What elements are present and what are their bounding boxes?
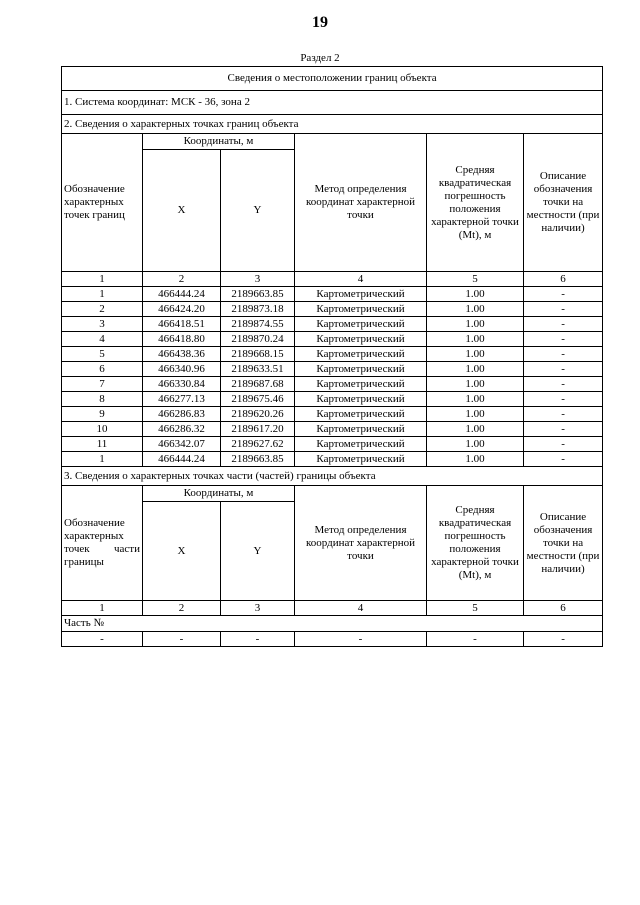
cell-point: 2 <box>62 302 143 317</box>
cell-point: 6 <box>62 362 143 377</box>
table-row <box>62 287 603 302</box>
table-row <box>62 317 603 332</box>
cell-error: 1.00 <box>427 317 524 332</box>
table-row <box>62 362 603 377</box>
cell-desc: - <box>524 287 603 302</box>
cell-desc: - <box>524 437 603 452</box>
cell-method: Картометрический <box>295 317 427 332</box>
col-number: 5 <box>427 272 524 287</box>
header-description: Описание обозначения точки на местности (при наличии) <box>524 134 603 272</box>
coordinate-system: 1. Система координат: МСК - 36, зона 2 <box>62 91 603 115</box>
cell-method: Картометрический <box>295 452 427 467</box>
table-row <box>62 452 603 467</box>
cell-desc: - <box>524 332 603 347</box>
cell-empty: - <box>143 632 221 647</box>
cell-desc: - <box>524 377 603 392</box>
cell-desc: - <box>524 392 603 407</box>
header-coords: Координаты, м <box>143 134 295 150</box>
cell-x: 466438.36 <box>143 347 221 362</box>
table-row <box>62 437 603 452</box>
cell-desc: - <box>524 302 603 317</box>
header-method: Метод определения координат характерной точки <box>295 134 427 272</box>
table-row <box>62 632 603 647</box>
cell-method: Картометрический <box>295 332 427 347</box>
cell-desc: - <box>524 347 603 362</box>
table-row <box>62 347 603 362</box>
cell-error: 1.00 <box>427 332 524 347</box>
cell-desc: - <box>524 362 603 377</box>
cell-error: 1.00 <box>427 377 524 392</box>
header3-method: Метод определения координат характерной точки <box>295 486 427 601</box>
cell-x: 466424.20 <box>143 302 221 317</box>
cell-error: 1.00 <box>427 422 524 437</box>
cell-point: 1 <box>62 452 143 467</box>
header-error: Средняя квадратическая погрешность положения характерной точки (Mt), м <box>427 134 524 272</box>
header-y: Y <box>221 150 295 272</box>
header3-point-label: Обозначение характерных точек части границы <box>62 486 143 601</box>
cell-method: Картометрический <box>295 347 427 362</box>
cell-x: 466444.24 <box>143 452 221 467</box>
cell-error: 1.00 <box>427 407 524 422</box>
col3-number: 2 <box>143 601 221 616</box>
part-label: Часть № <box>62 616 603 632</box>
cell-y: 2189873.18 <box>221 302 295 317</box>
cell-error: 1.00 <box>427 452 524 467</box>
cell-error: 1.00 <box>427 302 524 317</box>
col3-number: 5 <box>427 601 524 616</box>
cell-x: 466342.07 <box>143 437 221 452</box>
section-label: Раздел 2 <box>300 52 340 64</box>
cell-y: 2189874.55 <box>221 317 295 332</box>
col-number: 6 <box>524 272 603 287</box>
cell-point: 9 <box>62 407 143 422</box>
cell-desc: - <box>524 407 603 422</box>
section2-title: 2. Сведения о характерных точках границ объекта <box>62 115 603 134</box>
cell-empty: - <box>62 632 143 647</box>
cell-y: 2189687.68 <box>221 377 295 392</box>
cell-desc: - <box>524 422 603 437</box>
cell-point: 3 <box>62 317 143 332</box>
cell-y: 2189870.24 <box>221 332 295 347</box>
cell-empty: - <box>221 632 295 647</box>
header3-coords: Координаты, м <box>143 486 295 502</box>
cell-x: 466340.96 <box>143 362 221 377</box>
cell-method: Картометрический <box>295 407 427 422</box>
cell-method: Картометрический <box>295 422 427 437</box>
cell-method: Картометрический <box>295 302 427 317</box>
table-title: Сведения о местоположении границ объекта <box>62 67 603 91</box>
cell-y: 2189617.20 <box>221 422 295 437</box>
cell-empty: - <box>524 632 603 647</box>
col-number: 3 <box>221 272 295 287</box>
page-number: 19 <box>312 14 328 31</box>
col3-number: 6 <box>524 601 603 616</box>
col-number: 2 <box>143 272 221 287</box>
cell-method: Картометрический <box>295 437 427 452</box>
header-point-label: Обозначение характерных точек границ <box>62 134 143 272</box>
cell-y: 2189620.26 <box>221 407 295 422</box>
cell-y: 2189675.46 <box>221 392 295 407</box>
cell-desc: - <box>524 452 603 467</box>
cell-x: 466444.24 <box>143 287 221 302</box>
cell-x: 466286.83 <box>143 407 221 422</box>
col3-number: 1 <box>62 601 143 616</box>
section3-title: 3. Сведения о характерных точках части (частей) границы объекта <box>62 467 603 486</box>
cell-point: 8 <box>62 392 143 407</box>
header3-description: Описание обозначения точки на местности (при наличии) <box>524 486 603 601</box>
table-row <box>62 392 603 407</box>
cell-point: 7 <box>62 377 143 392</box>
cell-point: 4 <box>62 332 143 347</box>
cell-y: 2189663.85 <box>221 287 295 302</box>
cell-error: 1.00 <box>427 287 524 302</box>
col3-number: 4 <box>295 601 427 616</box>
col3-number: 3 <box>221 601 295 616</box>
cell-x: 466418.80 <box>143 332 221 347</box>
cell-y: 2189668.15 <box>221 347 295 362</box>
cell-desc: - <box>524 317 603 332</box>
table-row <box>62 302 603 317</box>
cell-empty: - <box>295 632 427 647</box>
header3-y: Y <box>221 502 295 601</box>
cell-x: 466286.32 <box>143 422 221 437</box>
boundary-table <box>61 66 603 647</box>
cell-error: 1.00 <box>427 437 524 452</box>
cell-x: 466418.51 <box>143 317 221 332</box>
cell-method: Картометрический <box>295 362 427 377</box>
table-row <box>62 422 603 437</box>
table-row <box>62 332 603 347</box>
cell-error: 1.00 <box>427 347 524 362</box>
col-number: 1 <box>62 272 143 287</box>
cell-point: 11 <box>62 437 143 452</box>
cell-error: 1.00 <box>427 392 524 407</box>
cell-y: 2189633.51 <box>221 362 295 377</box>
cell-point: 10 <box>62 422 143 437</box>
cell-method: Картометрический <box>295 287 427 302</box>
header3-x: X <box>143 502 221 601</box>
cell-point: 5 <box>62 347 143 362</box>
cell-empty: - <box>427 632 524 647</box>
col-number: 4 <box>295 272 427 287</box>
header3-error: Средняя квадратическая погрешность положения характерной точки (Mt), м <box>427 486 524 601</box>
table-row <box>62 377 603 392</box>
cell-x: 466277.13 <box>143 392 221 407</box>
cell-y: 2189663.85 <box>221 452 295 467</box>
header-x: X <box>143 150 221 272</box>
cell-x: 466330.84 <box>143 377 221 392</box>
cell-method: Картометрический <box>295 377 427 392</box>
cell-y: 2189627.62 <box>221 437 295 452</box>
cell-point: 1 <box>62 287 143 302</box>
cell-error: 1.00 <box>427 362 524 377</box>
cell-method: Картометрический <box>295 392 427 407</box>
table-row <box>62 407 603 422</box>
